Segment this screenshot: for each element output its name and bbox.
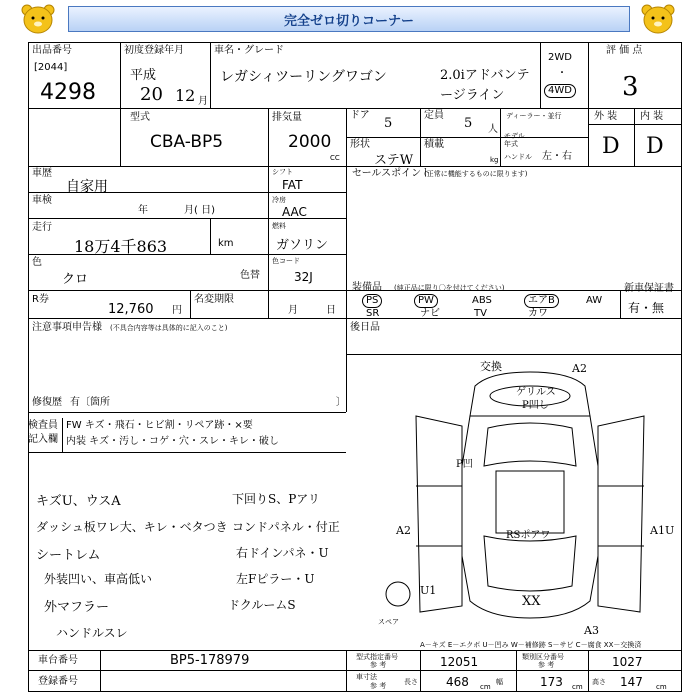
notes-label: 注意事項申告様 xyxy=(32,322,102,333)
model: CBA-BP5 xyxy=(150,132,224,152)
chassis-label: 車台番号 xyxy=(38,655,78,666)
diag-label-1: 交換 xyxy=(480,360,502,373)
history: 自家用 xyxy=(66,179,108,195)
lot-label: 出品番号 xyxy=(32,45,72,56)
note-right-1: 下回りS、Pアリ xyxy=(232,492,320,506)
mileage: 18万4千863 xyxy=(74,237,168,256)
color-label: 色 xyxy=(32,257,42,268)
banner xyxy=(0,0,700,36)
equip-tv: TV xyxy=(474,308,487,319)
diag-label-9: U1 xyxy=(420,584,437,597)
ac-label: 冷房 xyxy=(272,196,286,204)
type-designation: 12051 xyxy=(440,655,479,669)
inspection-year: 年 xyxy=(138,205,148,216)
lot-number: 4298 xyxy=(40,80,96,105)
inspector-label1: 検査員 xyxy=(28,420,58,431)
km: km xyxy=(218,238,234,249)
bear-mascot-right-icon xyxy=(636,2,680,40)
repair-close: 〕 xyxy=(336,397,346,408)
month-suffix: 月 xyxy=(198,96,208,107)
equipment-sub: (純正品に限り〇を付けてください) xyxy=(394,284,505,292)
model-year-label: モデル年式 xyxy=(504,132,525,148)
note-left-2: ダッシュ板ワレ大、キレ・ベタつき xyxy=(36,520,228,534)
note-right-4: 左Fピラー・U xyxy=(236,572,315,586)
damage-legend: A－キズ E－エクボ U－凹み W－補修跡 S－サビ C－腐食 XX－交換済 xyxy=(420,641,642,649)
reg-year: 20 xyxy=(140,84,163,105)
note-right-3: 右ドインパネ・U xyxy=(236,546,329,560)
capacity-label: 定員 xyxy=(424,110,444,121)
inspection-month-day: 月( 日) xyxy=(184,205,215,216)
person: 人 xyxy=(488,124,498,135)
equipment-label: 装備品 xyxy=(352,282,382,293)
exterior-grade: D xyxy=(602,134,620,159)
diag-label-4: P凹し xyxy=(522,400,549,411)
car-name: レガシィツーリングワゴン xyxy=(220,69,387,85)
shift-label: シフト xyxy=(272,168,293,176)
length: 468 xyxy=(446,675,469,689)
color-code: 32J xyxy=(294,270,313,284)
cc: CC xyxy=(330,154,340,162)
inspector-row1: FW キズ・飛石・ヒビ割・リペア跡・×要 xyxy=(66,420,253,431)
score: 3 xyxy=(622,72,639,102)
shift: FAT xyxy=(282,178,303,192)
name-change-month: 月 xyxy=(288,305,298,316)
doors: 5 xyxy=(384,116,393,131)
exterior-label: 外 装 xyxy=(594,111,618,122)
note-left-1: キズU、ウスA xyxy=(36,494,121,509)
type-designation-ref: 参 考 xyxy=(370,661,387,669)
warranty-label: 新車保証書 xyxy=(624,283,674,294)
capacity: 5 xyxy=(464,116,473,131)
inspection-label: 車検 xyxy=(32,195,52,206)
warranty: 有・無 xyxy=(628,301,665,315)
width-cm: cm xyxy=(572,683,583,691)
first-reg-label: 初度登録年月 xyxy=(124,45,184,56)
color-change-label: 色替 xyxy=(240,270,260,281)
ac: AAC xyxy=(282,205,307,219)
height-label: 高さ xyxy=(592,678,606,686)
model-label: 型式 xyxy=(130,112,150,123)
inspector-row2: 内装 キズ・汚し・コゲ・穴・スレ・キレ・破し xyxy=(66,436,279,447)
height: 147 xyxy=(620,675,643,689)
note-left-3: シートレム xyxy=(36,548,101,563)
equip-sr: SR xyxy=(366,308,380,319)
repair-value: 有〔箇所 xyxy=(70,397,110,408)
inspector-label2: 記入欄 xyxy=(28,434,58,445)
drive-4wd-circled: 4WD xyxy=(544,84,576,98)
diag-label-8: RSポアワ xyxy=(506,530,551,541)
reg-label: 登録番号 xyxy=(38,676,78,687)
doors-label: ドア xyxy=(350,110,370,121)
equip-navi: ナビ xyxy=(420,308,440,319)
diag-label-5: P凹 xyxy=(456,459,473,470)
dims-label: 車寸法 xyxy=(356,673,377,681)
drive-2wd: 2WD xyxy=(548,52,572,63)
equip-ps: PS xyxy=(362,294,382,308)
diag-label-10: XX xyxy=(522,594,541,609)
dealer-label: ディーラー・並行 xyxy=(506,112,562,120)
shape: ステW xyxy=(374,153,414,168)
kg: kg xyxy=(490,156,499,164)
class: 1027 xyxy=(612,655,643,669)
diag-label-6: A2 xyxy=(396,524,411,537)
diag-label-11: A3 xyxy=(584,624,599,637)
class-label: 類別区分番号 xyxy=(522,653,564,661)
equip-abs: ABS xyxy=(472,295,492,306)
fuel-label: 燃料 xyxy=(272,222,286,230)
lot-code: [2044] xyxy=(34,62,68,73)
note-right-5: ドクルームS xyxy=(228,598,296,612)
grade-line2: ージライン xyxy=(440,88,505,103)
name-label: 車名・グレード xyxy=(214,45,284,56)
type-designation-label: 型式指定番号 xyxy=(356,653,398,661)
displacement-label: 排気量 xyxy=(272,112,302,123)
handle-value: 左・右 xyxy=(542,151,572,162)
fuel: ガソリン xyxy=(276,238,329,253)
era: 平成 xyxy=(130,68,157,83)
spare-label: スペア xyxy=(378,618,399,626)
class-ref: 参 考 xyxy=(538,661,555,669)
equip-aw: AW xyxy=(586,295,603,306)
score-label: 評 価 点 xyxy=(606,45,643,56)
note-left-5: 外マフラー xyxy=(44,600,110,615)
color-code-label: 色コード xyxy=(272,257,300,265)
recycle: 12,760 xyxy=(108,302,154,317)
history-label: 車歴 xyxy=(32,168,52,179)
note-left-4: 外装凹い、車高低い xyxy=(44,572,153,586)
interior-label: 内 装 xyxy=(640,111,664,122)
load-label: 積載 xyxy=(424,139,444,150)
after-label: 後日品 xyxy=(350,322,380,333)
dims-ref: 参 考 xyxy=(370,682,387,690)
diag-label-2: A2 xyxy=(572,362,587,375)
interior-grade: D xyxy=(646,134,664,159)
length-label: 長さ xyxy=(404,678,418,686)
handle-label: ハンドル xyxy=(504,153,532,161)
equip-pw: PW xyxy=(414,294,438,308)
notes-sub: (不具合内容等は具体的に記入のこと) xyxy=(110,324,228,332)
length-cm: cm xyxy=(480,683,491,691)
diag-label-7: A1U xyxy=(650,524,675,537)
mileage-label: 走行 xyxy=(32,222,52,233)
chassis: BP5-178979 xyxy=(170,653,250,668)
yen: 円 xyxy=(172,305,182,316)
note-left-6: ハンドルスレ xyxy=(56,626,128,640)
name-change-label: 名変期限 xyxy=(194,294,234,305)
bear-mascot-left-icon xyxy=(16,2,60,40)
equip-leather: カワ xyxy=(528,308,548,319)
width: 173 xyxy=(540,675,563,689)
repair-label: 修復歴 xyxy=(32,397,62,408)
sales-label: セールスポイント xyxy=(352,168,432,179)
note-right-2: コンドパネル・付正 xyxy=(232,520,340,534)
diag-label-3: ゲリルス xyxy=(516,387,556,398)
height-cm: cm xyxy=(656,683,667,691)
sales-sub: (正常に機能するものに限ります) xyxy=(424,170,528,178)
reg-month: 12 xyxy=(175,86,196,105)
displacement: 2000 xyxy=(288,132,332,152)
banner-title: 完全ゼロ切りコーナー xyxy=(68,6,630,32)
width-label: 幅 xyxy=(496,678,503,686)
recycle-label: R券 xyxy=(32,294,49,305)
equip-airbag: エアB xyxy=(524,294,559,308)
drive-dot: ・ xyxy=(557,68,567,79)
color: クロ xyxy=(62,272,89,287)
name-change-day: 日 xyxy=(326,305,336,316)
grade-line1: 2.0iアドバンテ xyxy=(440,68,530,83)
shape-label: 形状 xyxy=(350,139,370,150)
